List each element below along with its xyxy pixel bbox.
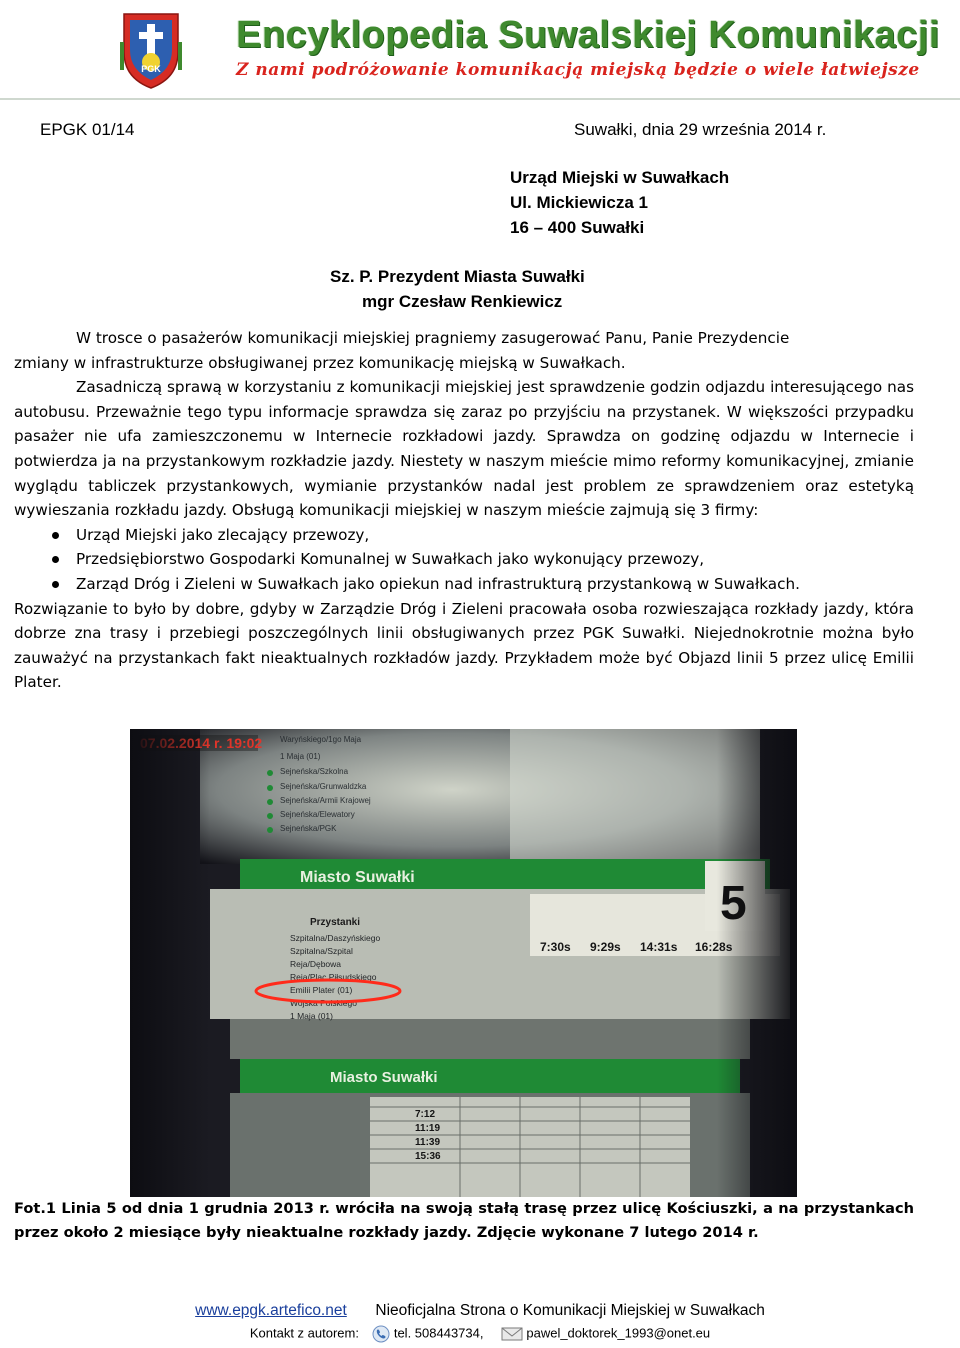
list-item: Urząd Miejski jako zlecający przewozy,: [14, 523, 914, 548]
paragraph-1-line-1: W trosce o pasażerów komunikacji miejskiej pragniemy zasugerować Panu, Panie Prezydencie: [76, 329, 790, 347]
svg-text:PGK: PGK: [141, 64, 161, 74]
phone-number: tel. 508443734,: [393, 1325, 484, 1341]
brand-slogan: Z nami podróżowanie komunikacją miejską będzie o wiele łatwiejsze: [236, 60, 920, 80]
email-icon: [501, 1326, 523, 1342]
page-header: [0, 0, 960, 100]
email-address[interactable]: pawel_doktorek_1993@onet.eu: [526, 1325, 711, 1341]
list-item: Zarząd Dróg i Zieleni w Suwałkach jako opiekun nad infrastrukturą przystankową w Suwałkach.: [14, 572, 914, 597]
recipient-line: Ul. Mickiewicza 1: [510, 193, 648, 212]
paragraph-1-line-2: zmiany w infrastrukturze obsługiwanej przez komunikację miejską w Suwałkach.: [14, 353, 626, 372]
recipient-line: Urząd Miejski w Suwałkach: [510, 168, 730, 187]
site-link[interactable]: www.epgk.artefico.net: [195, 1302, 347, 1319]
header-divider: [0, 98, 960, 100]
document-number: EPGK 01/14: [40, 120, 135, 139]
pgk-crest-logo: [120, 6, 182, 90]
photo-illustration: [130, 729, 797, 1197]
paragraph-2: Zasadniczą sprawą w korzystaniu z komunikacji miejskiej jest sprawdzenie godzin odjazdu interesującego nas autobusu. Przeważnie tego typu informacje sprawdza się zaraz po przyjściu na przystanek. W większości przypadku pasażer nie ufa zamieszczonemu w Internecie rozkładowi jazdy. Sprawdza on godzinę odjazdu w Internecie i potwierdza ja na przystankowym rozkładzie jazdy. Niestety w naszym mieście mimo reformy komunikacyjnej, zmianie wyglądu tabliczek przystankowych, wymianie przystanków nadal jest problem ze sprawdzeniem oraz estetyką wywieszania rozkładu jazdy. Obsługą komunikacji miejskiej w naszym mieście zajmują się 3 firmy:: [14, 378, 914, 520]
recipient-address: [510, 165, 729, 240]
addressee-line: Sz. P. Prezydent Miasta Suwałki: [330, 267, 585, 286]
contact-label: Kontakt z autorem:: [249, 1325, 359, 1341]
paragraph-3: Rozwiązanie to było by dobre, gdyby w Zarządzie Dróg i Zieleni pracowała osoba rozwieszająca rozkłady jazdy, która dobrze zna trasy i przebiegi poszczególnych linii obsługiwanych przez PGK Suwałki. Niejednokrotnie można było zauważyć na przystankach fakt nieaktualnych rozkładów jazdy. Przykładem może być Objazd linii 5 przez ulicę Emilii Plater.: [14, 599, 914, 692]
recipient-line: 16 – 400 Suwałki: [510, 218, 645, 237]
firms-list: [14, 523, 914, 597]
footer-line: [0, 1302, 960, 1320]
photo-caption: Fot.1 Linia 5 od dnia 1 grudnia 2013 r. wróciła na swoją stałą trasę przez ulicę Kościuszki, a na przystankach przez około 2 miesiące były nieaktualne rozkłady jazdy. Zdjęcie wykonane 7 lutego 2014 r.: [14, 1200, 914, 1241]
phone-icon: [372, 1325, 390, 1343]
brand-title: Encyklopedia Suwalskiej Komunikacji: [236, 14, 940, 56]
footer-contact: [0, 1325, 960, 1343]
letter-body: [14, 326, 914, 695]
addressee: [330, 264, 630, 314]
addressee-line: mgr Czesław Renkiewicz: [362, 292, 563, 311]
site-description: Nieoficjalna Strona o Komunikacji Miejskiej w Suwałkach: [375, 1302, 765, 1319]
document-date: Suwałki, dnia 29 września 2014 r.: [574, 120, 827, 139]
list-item: Przedsiębiorstwo Gospodarki Komunalnej w Suwałkach jako wykonujący przewozy,: [14, 547, 914, 572]
bus-stop-timetable-photo: [130, 729, 797, 1197]
